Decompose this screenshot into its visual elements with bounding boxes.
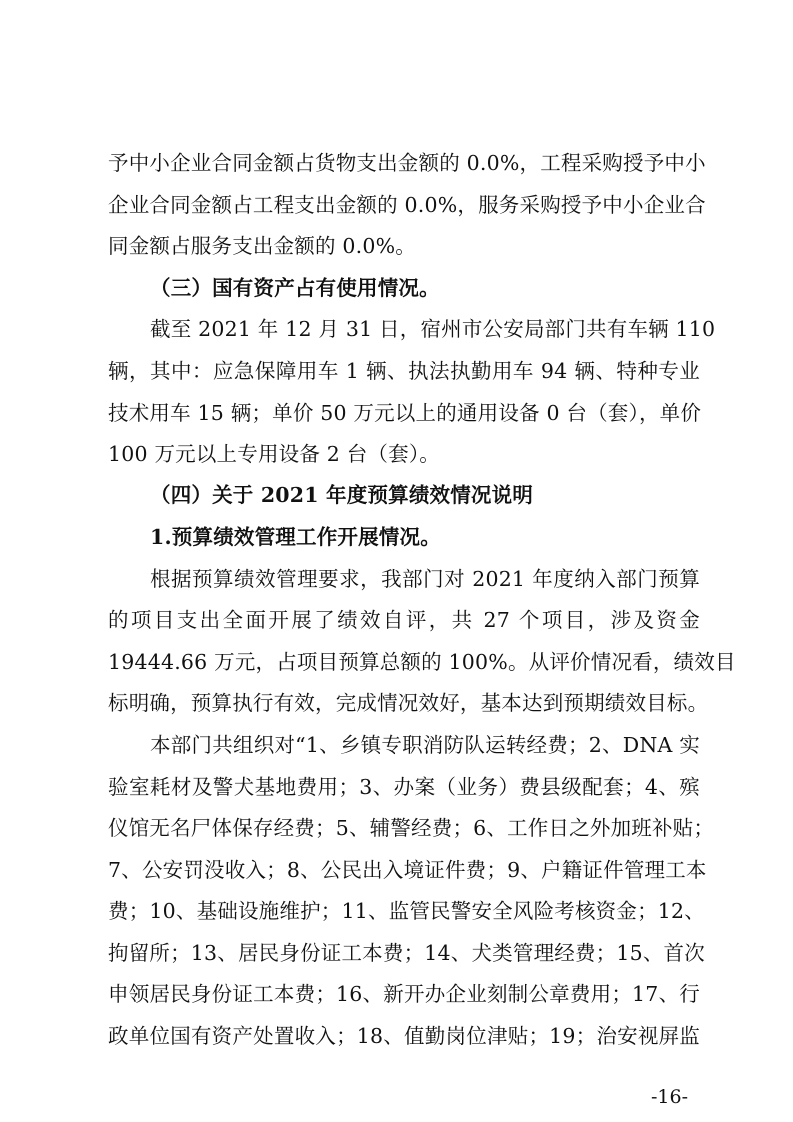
paragraph-line: 本部门共组织对“1、乡镇专职消防队运转经费；2、DNA 实 xyxy=(150,733,700,757)
paragraph-line: 拘留所；13、居民身份证工本费；14、犬类管理经费；15、首次 xyxy=(108,941,705,965)
paragraph-line: 标明确，预算执行有效，完成情况效好，基本达到预期绩效目标。 xyxy=(108,691,709,715)
paragraph-line: 仪馆无名尸体保存经费；5、辅警经费；6、工作日之外加班补贴； xyxy=(108,816,715,840)
paragraph-line: 政单位国有资产处置收入；18、值勤岗位津贴；19；治安视屏监 xyxy=(108,1024,700,1048)
paragraph-line: 费；10、基础设施维护；11、监管民警安全风险考核资金；12、 xyxy=(108,899,705,923)
paragraph-line: 申领居民身份证工本费；16、新开办企业刻制公章费用；17、行 xyxy=(108,982,700,1006)
paragraph-line: 予中小企业合同金额占货物支出金额的 0.0%，工程采购授予中小 xyxy=(108,151,706,175)
paragraph-line: 100 万元以上专用设备 2 台（套）。 xyxy=(108,442,440,466)
paragraph-line: 同金额占服务支出金额的 0.0%。 xyxy=(108,234,416,258)
section-heading-performance: （四）关于 2021 年度预算绩效情况说明 xyxy=(150,483,534,507)
paragraph-line: 辆，其中：应急保障用车 1 辆、执法执勤用车 94 辆、特种专业 xyxy=(108,359,700,383)
paragraph-line: 截至 2021 年 12 月 31 日，宿州市公安局部门共有车辆 110 xyxy=(150,317,716,341)
paragraph-line: 技术用车 15 辆；单价 50 万元以上的通用设备 0 台（套），单价 xyxy=(108,401,702,425)
paragraph-line: 根据预算绩效管理要求，我部门对 2021 年度纳入部门预算 xyxy=(150,567,700,591)
paragraph-line: 企业合同金额占工程支出金额的 0.0%，服务采购授予中小企业合 xyxy=(108,193,706,217)
paragraph-line: 的项目支出全面开展了绩效自评，共 27 个项目，涉及资金 xyxy=(108,608,700,632)
paragraph-line: 验室耗材及警犬基地费用；3、办案（业务）费县级配套；4、殡 xyxy=(108,775,700,799)
page-number: -16- xyxy=(651,1086,689,1108)
section-heading-assets: （三）国有资产占有使用情况。 xyxy=(150,276,440,300)
subsection-heading: 1.预算绩效管理工作开展情况。 xyxy=(150,525,441,549)
paragraph-line: 19444.66 万元，占项目预算总额的 100%。从评价情况看，绩效目 xyxy=(108,650,736,674)
paragraph-line: 7、公安罚没收入；8、公民出入境证件费；9、户籍证件管理工本 xyxy=(108,858,707,882)
